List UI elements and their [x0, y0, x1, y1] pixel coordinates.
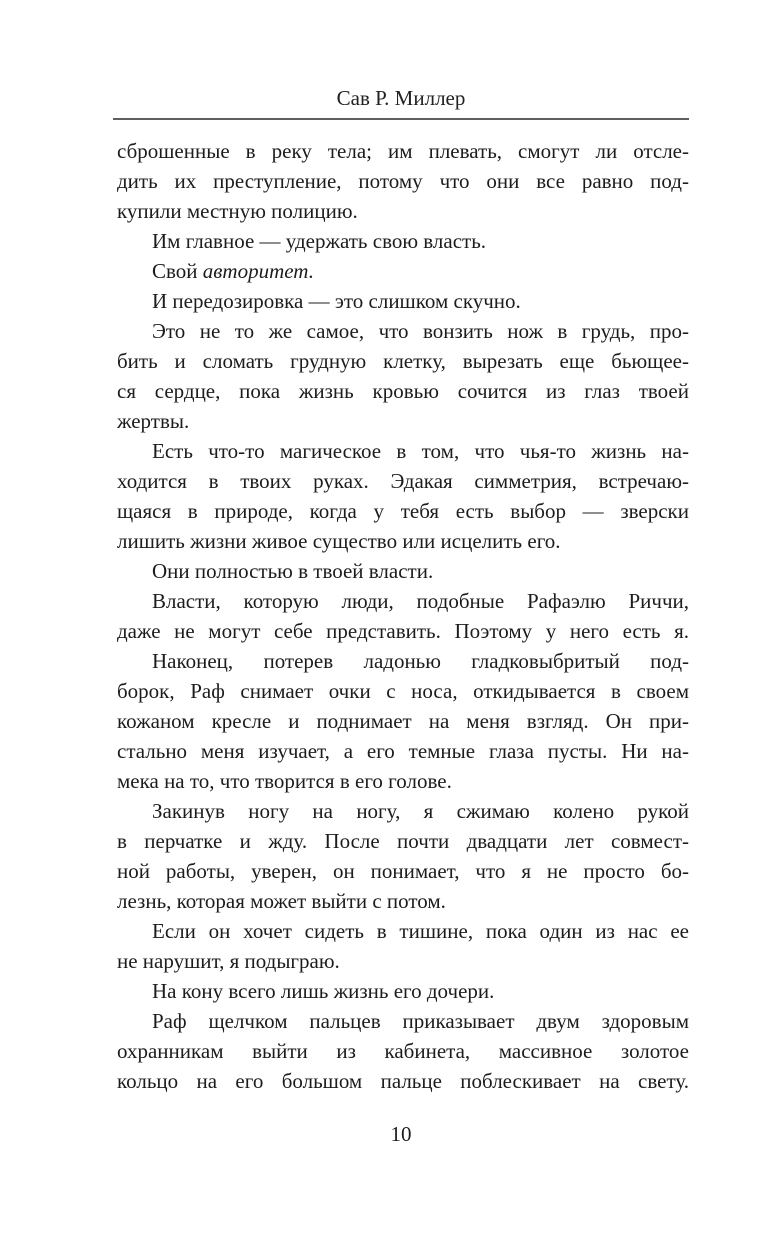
text-line: стально меня изучает, а его темные глаза пусты. Ни на- [117, 739, 689, 763]
text-line: Если он хочет сидеть в тишине, пока один из нас ее [152, 919, 689, 943]
text-line [117, 256, 689, 286]
text-line: Это не то же самое, что вонзить нож в грудь, про- [152, 319, 689, 343]
body-text [117, 136, 689, 1096]
text-line: лезнь, которая может выйти с потом. [117, 889, 446, 913]
text-line: Им главное — удержать свою власть. [152, 229, 487, 253]
text-line: кожаном кресле и поднимает на меня взгляд. Он при- [117, 709, 689, 733]
text-line: ходится в твоих руках. Эдакая симметрия, встречаю- [117, 469, 689, 493]
text-line: борок, Раф снимает очки с носа, откидывается в своем [117, 679, 689, 703]
text-line: На кону всего лишь жизнь его дочери. [152, 979, 495, 1003]
text-line: купили местную полицию. [117, 199, 358, 223]
text-line: кольцо на его большом пальце поблескивает на свету. [117, 1069, 689, 1093]
text-line: лишить жизни живое существо или исцелить его. [117, 529, 561, 553]
text-line: Раф щелчком пальцев приказывает двум здоровым [152, 1009, 689, 1033]
text-line: сброшенные в реку тела; им плевать, смогут ли отсле- [117, 139, 689, 163]
text-line: Есть что-то магическое в том, что чья-то жизнь на- [152, 439, 689, 463]
text-line: даже не могут себе представить. Поэтому у него есть я. [117, 619, 689, 643]
text-line: ной работы, уверен, он понимает, что я не просто бо- [117, 859, 689, 883]
text-line: бить и сломать грудную клетку, вырезать еще бьющее- [117, 349, 689, 373]
text-line: ся сердце, пока жизнь кровью сочится из глаз твоей [117, 379, 689, 403]
page-number: 10 [390, 1122, 412, 1146]
text-line: дить их преступление, потому что они все равно под- [117, 169, 689, 193]
text-line: мека на то, что творится в его голове. [117, 769, 452, 793]
header-rule [113, 118, 689, 120]
text-line: Наконец, потерев ладонью гладковыбритый под- [152, 649, 689, 673]
text-line: не нарушит, я подыграю. [117, 949, 340, 973]
text-line: в перчатке и жду. После почти двадцати лет совмест- [117, 829, 689, 853]
running-header: Сав Р. Миллер [336, 86, 466, 110]
text-line: Власти, которую люди, подобные Рафаэлю Риччи, [152, 589, 689, 613]
text-line: жертвы. [117, 409, 190, 433]
text-line: охранникам выйти из кабинета, массивное золотое [117, 1039, 689, 1063]
text-line: щаяся в природе, когда у тебя есть выбор — зверски [117, 499, 689, 523]
emphasized-text: авторитет. [202, 259, 314, 283]
text-line: Закинув ногу на ногу, я сжимаю колено рукой [152, 799, 689, 823]
text-line: Они полностью в твоей власти. [152, 559, 434, 583]
text-line: И передозировка — это слишком скучно. [152, 289, 521, 313]
text-segment: Свой [152, 259, 203, 283]
